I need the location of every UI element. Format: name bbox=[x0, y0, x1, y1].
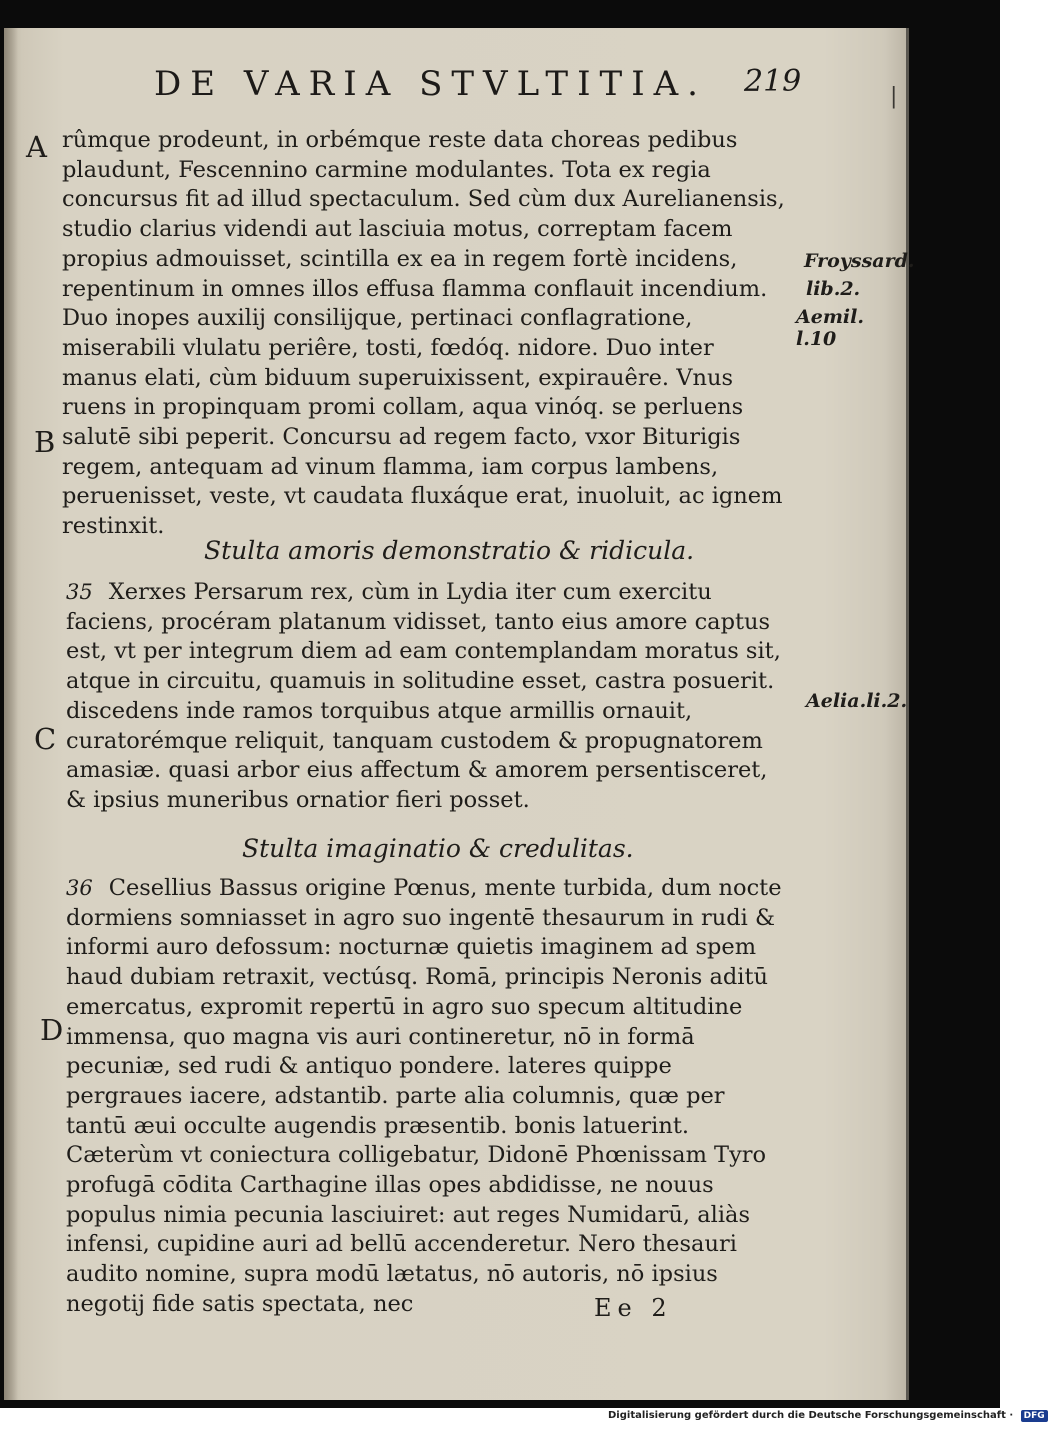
paragraph-3 bbox=[66, 874, 790, 1320]
signature-mark: Ee 2 bbox=[594, 1294, 673, 1322]
paragraph-3-text: Cesellius Bassus origine Pœnus, mente turbida, dum nocte dormiens somniasset in agro suo ingentē thesaurum in rudi & informi auro defossum: nocturnæ quietis imaginem ad spem haud dubiam retraxit, vectúsq. Romā, principis Neronis aditū emercatus, expromit repertū in agro suo specum altitudine immensa, quo magna vis auri contineretur, nō in formā pecuniæ, sed rudi & antiquo pondere. lateres quippe pergraues iacere, adstantib. parte alia columnis, quæ per tantū æui occulte augendis præsentib. bonis latuerint. Cæterùm vt coniectura colligebatur, Didonē Phœnissam Tyro profugā cōdita Carthagine illas opes abdidisse, ne nouus populus nimia pecunia lasciuiret: aut reges Numidarū, aliàs infensi, cupidine auri ad bellū accenderetur. Nero thesauri audito nomine, supra modū lætatus, nō autoris, nō ipsius negotij fide satis spectata, nec bbox=[66, 875, 782, 1317]
paragraph-number-36: 36 bbox=[66, 876, 93, 900]
margin-note-aemil: Aemil. l.10 bbox=[796, 306, 864, 350]
paragraph-2 bbox=[66, 578, 788, 816]
dfg-logo[interactable]: DFG bbox=[1021, 1410, 1048, 1422]
paragraph-1: rûmque prodeunt, in orbémque reste data choreas pedibus plaudunt, Fescennino carmine modulantes. Tota ex regia concursus fit ad illud spectaculum. Sed cùm dux Aurelianensis, studio clarius videndi aut lasciuia motus, correptam facem propius admouisset, scintilla ex ea in regem fortè incidens, repentinum in omnes illos effusa flamma conflauit incendium. Duo inopes auxilij consilijque, pertinaci conflagratione, miserabili vlulatu periêre, tosti, fœdóq. nidore. Duo inter manus elati, cùm biduum superuixissent, expirauêre. Vnus ruens in propinquam promi collam, aqua vinóq. se perluens salutē sibi peperit. Concursu ad regem facto, vxor Biturigis regem, antequam ad vinum flamma, iam corpus lambens, peruenisset, veste, vt caudata fluxáque erat, inuoluit, ac ignem restinxit. bbox=[62, 127, 785, 540]
paragraph-number-35: 35 bbox=[66, 580, 93, 604]
section-letter-a: A bbox=[26, 130, 47, 164]
edge-mark: | bbox=[890, 84, 898, 109]
page-number: 219 bbox=[744, 64, 802, 99]
section-heading-2: Stulta imaginatio & credulitas. bbox=[242, 834, 634, 863]
section-letter-c: C bbox=[34, 722, 57, 756]
section-heading-1: Stulta amoris demonstratio & ridicula. bbox=[204, 536, 695, 565]
margin-note-lib2: lib.2. bbox=[806, 278, 861, 300]
running-title: DE VARIA STVLTITIA. bbox=[154, 64, 707, 104]
section-letter-d: D bbox=[40, 1013, 64, 1047]
margin-note-aelia: Aelia.li.2. bbox=[806, 690, 908, 712]
section-letter-b: B bbox=[34, 425, 56, 459]
paragraph-2-text: Xerxes Persarum rex, cùm in Lydia iter cum exercitu faciens, procéram platanum vidisset, tanto eius amore captus est, vt per integrum diem ad eam contemplandam moratus sit, atque in circuitu, quamuis in solitudine esset, castra posuerit. discedens inde ramos torquibus atque armillis ornauit, curatorémque reliquit, tanquam custodem & propugnatorem amasiæ. quasi arbor eius affectum & amorem persentisceret, & ipsius muneribus ornatior fieri posset. bbox=[66, 579, 781, 813]
footer-text: Digitalisierung gefördert durch die Deutsche Forschungsgemeinschaft bbox=[608, 1410, 1006, 1421]
margin-note-froyssard: Froyssard. bbox=[804, 250, 915, 272]
book-page bbox=[4, 28, 915, 1400]
footer-credit: Digitalisierung gefördert durch die Deutsche Forschungsgemeinschaft · DFG bbox=[608, 1410, 1048, 1422]
